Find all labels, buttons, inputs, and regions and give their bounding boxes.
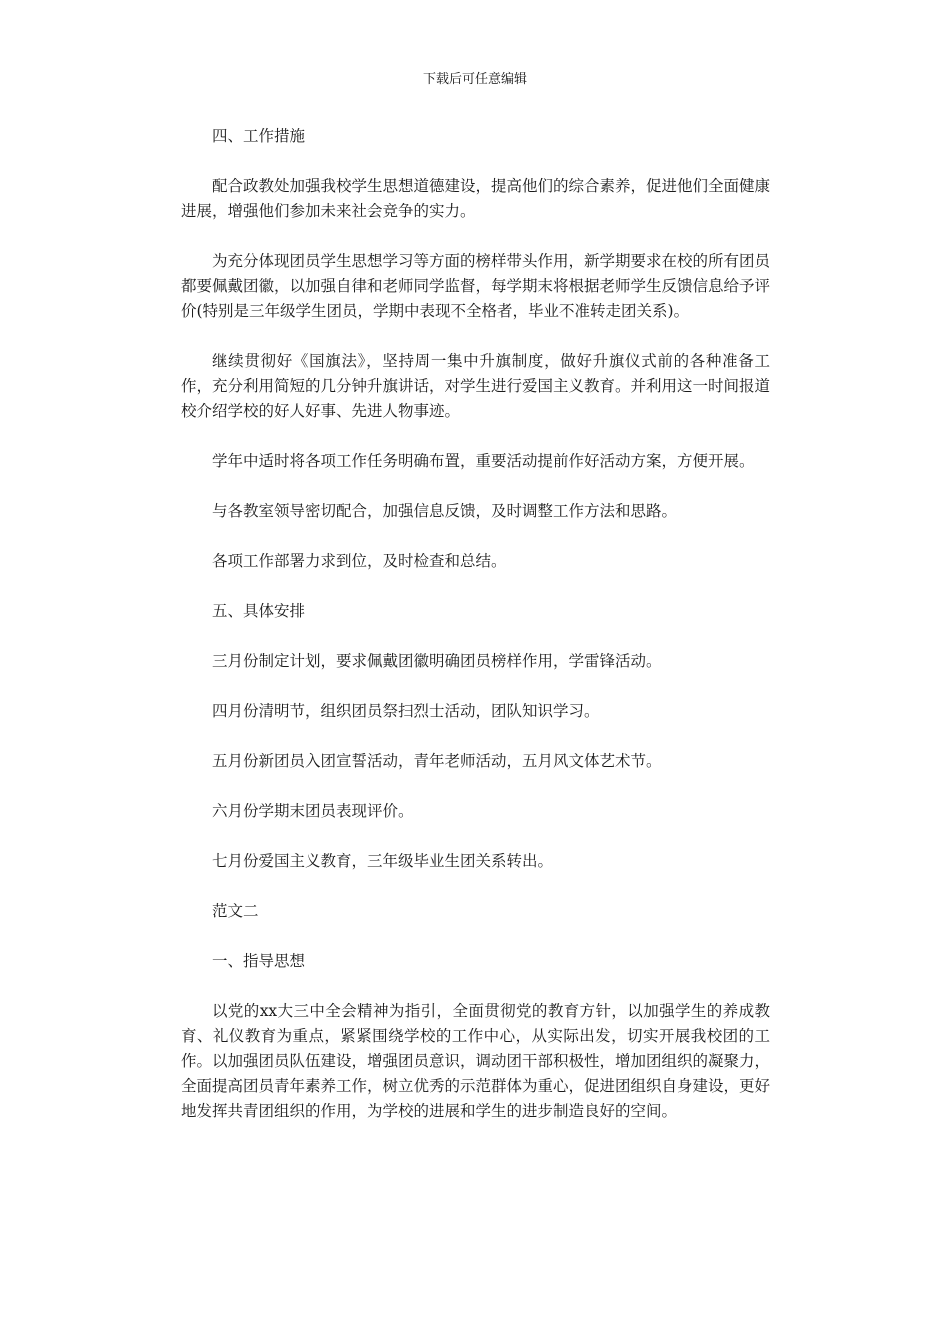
paragraph: 学年中适时将各项工作任务明确布置，重要活动提前作好活动方案，方便开展。 xyxy=(212,452,755,470)
paragraph: 各项工作部署力求到位，及时检查和总结。 xyxy=(212,552,507,570)
schedule-item: 四月份清明节，组织团员祭扫烈士活动，团队知识学习。 xyxy=(212,702,600,720)
schedule-item: 五月份新团员入团宣誓活动，青年老师活动，五月风文体艺术节。 xyxy=(212,752,662,770)
page-header-note: 下载后可任意编辑 xyxy=(422,72,527,87)
paragraph: 以党的xx大三中全会精神为指引，全面贯彻党的教育方针，以加强学生的养成教育、礼仪教育为重点，紧紧围绕学校的工作中心，从实际出发，切实开展我校团的工作。以加强团员队伍建设，增强团员意识，调动团干部积极性，增加团组织的凝聚力，全面提高团员青年素养工作，树立优秀的示范群体为重心，促进团组织自身建设，更好地发挥共青团组织的作用，为学校的进展和学生的进步制造良好的空间。 xyxy=(181,1002,771,1120)
document-body xyxy=(181,124,770,1149)
section-heading-guiding-thought: 一、指导思想 xyxy=(212,952,306,970)
schedule-item: 六月份学期末团员表现评价。 xyxy=(212,802,414,820)
sample-title: 范文二 xyxy=(212,902,259,920)
paragraph: 配合政教处加强我校学生思想道德建设，提高他们的综合素养，促进他们全面健康进展，增强他们参加未来社会竞争的实力。 xyxy=(181,177,771,220)
paragraph: 与各教室领导密切配合，加强信息反馈，及时调整工作方法和思路。 xyxy=(212,502,678,520)
paragraph: 继续贯彻好《国旗法》，坚持周一集中升旗制度，做好升旗仪式前的各种准备工作，充分利用简短的几分钟升旗讲话，对学生进行爱国主义教育。并利用这一时间报道校介绍学校的好人好事、先进人物事迹。 xyxy=(181,352,771,420)
paragraph: 为充分体现团员学生思想学习等方面的榜样带头作用，新学期要求在校的所有团员都要佩戴团徽，以加强自律和老师同学监督，每学期末将根据老师学生反馈信息给予评价(特别是三年级学生团员，学期中表现不全格者，毕业不准转走团关系)。 xyxy=(181,252,771,320)
schedule-item: 七月份爱国主义教育，三年级毕业生团关系转出。 xyxy=(212,852,554,870)
section-heading-schedule: 五、具体安排 xyxy=(212,602,306,620)
schedule-item: 三月份制定计划，要求佩戴团徽明确团员榜样作用，学雷锋活动。 xyxy=(212,652,662,670)
section-heading-measures: 四、工作措施 xyxy=(212,127,306,145)
